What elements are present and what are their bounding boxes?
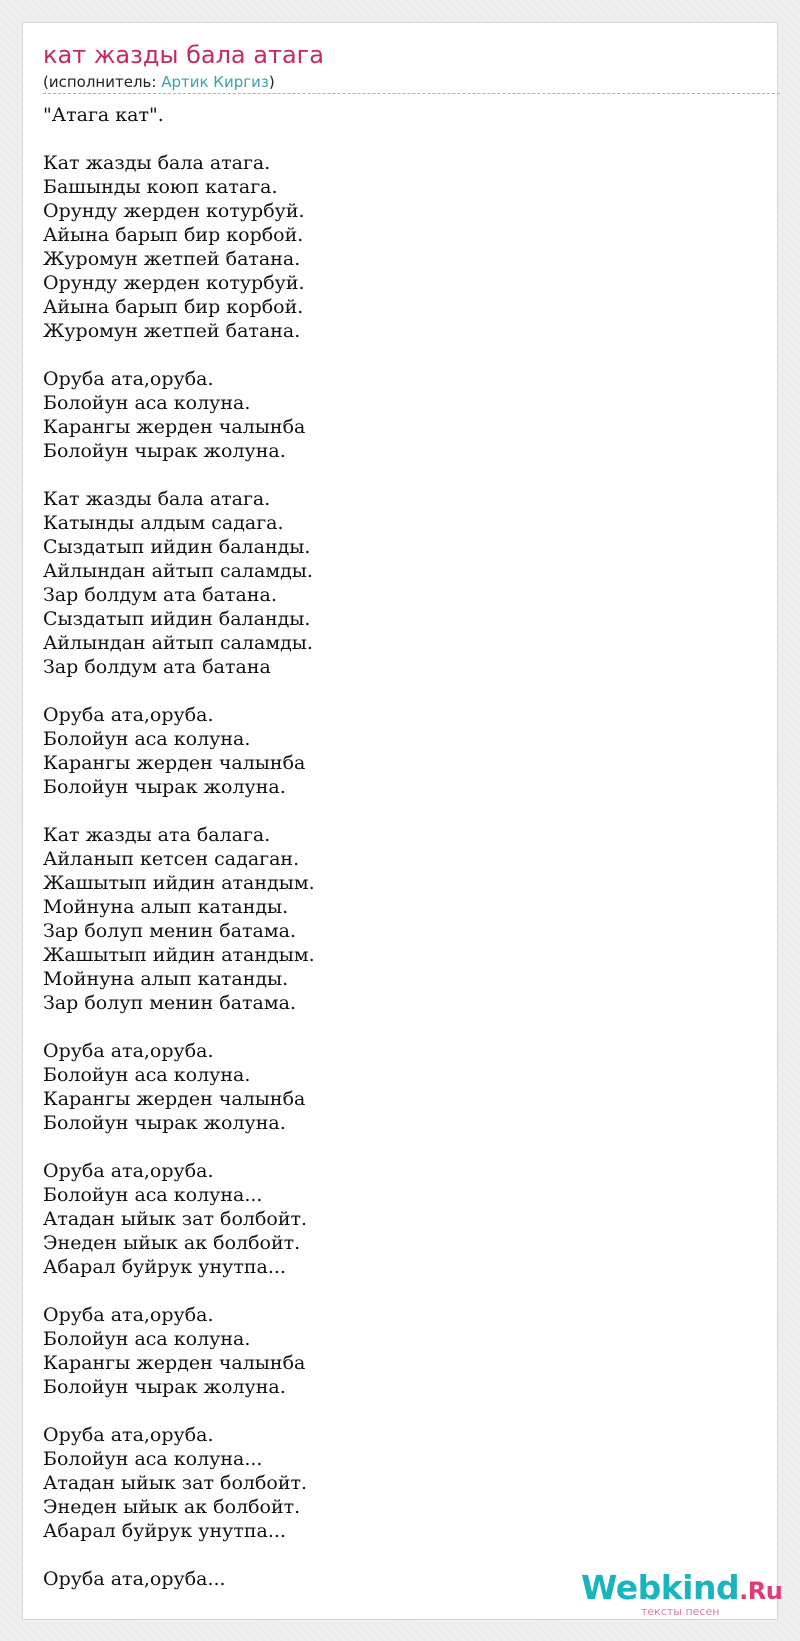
lyric-line: Сыздатып ийдин баланды. xyxy=(43,536,311,558)
stanza xyxy=(43,1039,763,1135)
logo-tld: .Ru xyxy=(739,1577,783,1605)
lyric-line: Зар болуп менин батама. xyxy=(43,992,297,1014)
lyric-line: Оруба ата,оруба. xyxy=(43,368,214,390)
lyric-line: Болойун аса колуна. xyxy=(43,728,251,750)
lyric-line: Журомун жетпей батана. xyxy=(43,248,301,270)
lyric-line: Болойун чырак жолуна. xyxy=(43,440,286,462)
lyric-line: Оруба ата,оруба. xyxy=(43,1304,214,1326)
stanza xyxy=(43,823,763,1015)
lyric-line: Катынды алдым садага. xyxy=(43,512,284,534)
lyric-line: Оруба ата,оруба. xyxy=(43,1424,214,1446)
stanza xyxy=(43,103,763,127)
lyric-line: Абарал буйрук унутпа... xyxy=(43,1520,286,1542)
lyric-line: Айлындан айтып саламды. xyxy=(43,560,313,582)
logo-tagline: тексты песен xyxy=(641,1605,720,1618)
lyrics-text xyxy=(43,103,763,1615)
lyric-line: Орунду жерден котурбуй. xyxy=(43,200,305,222)
lyric-line: Айлындан айтып саламды. xyxy=(43,632,313,654)
lyric-line: Энеден ыйык ак болбойт. xyxy=(43,1232,301,1254)
lyric-line: Айына барып бир корбой. xyxy=(43,224,304,246)
stanza xyxy=(43,487,763,679)
lyric-line: Болойун чырак жолуна. xyxy=(43,1112,286,1134)
lyric-line: Карангы жерден чалынба xyxy=(43,416,306,438)
lyric-line: Карангы жерден чалынба xyxy=(43,1352,306,1374)
lyric-line: Оруба ата,оруба... xyxy=(43,1568,226,1590)
lyric-line: Болойун аса колуна. xyxy=(43,392,251,414)
lyric-line: Кат жазды бала атага. xyxy=(43,488,271,510)
stanza xyxy=(43,703,763,799)
lyric-line: "Атага кат". xyxy=(43,104,164,126)
logo-name: Webkind xyxy=(581,1568,740,1607)
lyric-line: Карангы жерден чалынба xyxy=(43,752,306,774)
lyric-line: Абарал буйрук унутпа... xyxy=(43,1256,286,1278)
lyric-line: Зар болдум ата батана. xyxy=(43,584,277,606)
lyric-line: Жашытып ийдин атандым. xyxy=(43,944,315,966)
lyric-line: Болойун аса колуна. xyxy=(43,1064,251,1086)
lyrics-card xyxy=(22,22,783,1620)
lyric-line: Болойун аса колуна... xyxy=(43,1448,263,1470)
header-divider xyxy=(43,93,780,94)
song-title: кат жазды бала атага xyxy=(43,41,324,69)
lyric-line: Болойун чырак жолуна. xyxy=(43,776,286,798)
webkind-logo[interactable] xyxy=(581,1569,781,1619)
logo-wordmark xyxy=(581,1569,782,1610)
lyric-line: Мойнуна алып катанды. xyxy=(43,896,289,918)
lyric-line: Болойун чырак жолуна. xyxy=(43,1376,286,1398)
stanza xyxy=(43,1423,763,1543)
lyric-line: Оруба ата,оруба. xyxy=(43,1160,214,1182)
lyric-line: Болойун аса колуна. xyxy=(43,1328,251,1350)
lyric-line: Карангы жерден чалынба xyxy=(43,1088,306,1110)
lyric-line: Айына барып бир корбой. xyxy=(43,296,304,318)
lyric-line: Кат жазды бала атага. xyxy=(43,152,271,174)
lyric-line: Зар болдум ата батана xyxy=(43,656,271,678)
lyric-line: Айланып кетсен садаган. xyxy=(43,848,300,870)
lyric-line: Атадан ыйык зат болбойт. xyxy=(43,1472,308,1494)
lyric-line: Башынды коюп катага. xyxy=(43,176,278,198)
lyric-line: Кат жазды ата балага. xyxy=(43,824,271,846)
lyric-line: Энеден ыйык ак болбойт. xyxy=(43,1496,301,1518)
lyric-line: Оруба ата,оруба. xyxy=(43,704,214,726)
stanza xyxy=(43,1303,763,1399)
lyric-line: Атадан ыйык зат болбойт. xyxy=(43,1208,308,1230)
performer-suffix: ) xyxy=(268,73,275,91)
performer-line xyxy=(43,72,275,92)
lyric-line: Оруба ата,оруба. xyxy=(43,1040,214,1062)
lyric-line: Мойнуна алып катанды. xyxy=(43,968,289,990)
lyric-line: Зар болуп менин батама. xyxy=(43,920,297,942)
performer-prefix: (исполнитель: xyxy=(43,73,162,91)
stanza xyxy=(43,151,763,343)
stanza xyxy=(43,367,763,463)
lyric-line: Орунду жерден котурбуй. xyxy=(43,272,305,294)
artist-link[interactable]: Артик Киргиз xyxy=(161,73,269,91)
lyric-line: Сыздатып ийдин баланды. xyxy=(43,608,311,630)
lyric-line: Болойун аса колуна... xyxy=(43,1184,263,1206)
lyric-line: Журомун жетпей батана. xyxy=(43,320,301,342)
stanza xyxy=(43,1159,763,1279)
lyric-line: Жашытып ийдин атандым. xyxy=(43,872,315,894)
